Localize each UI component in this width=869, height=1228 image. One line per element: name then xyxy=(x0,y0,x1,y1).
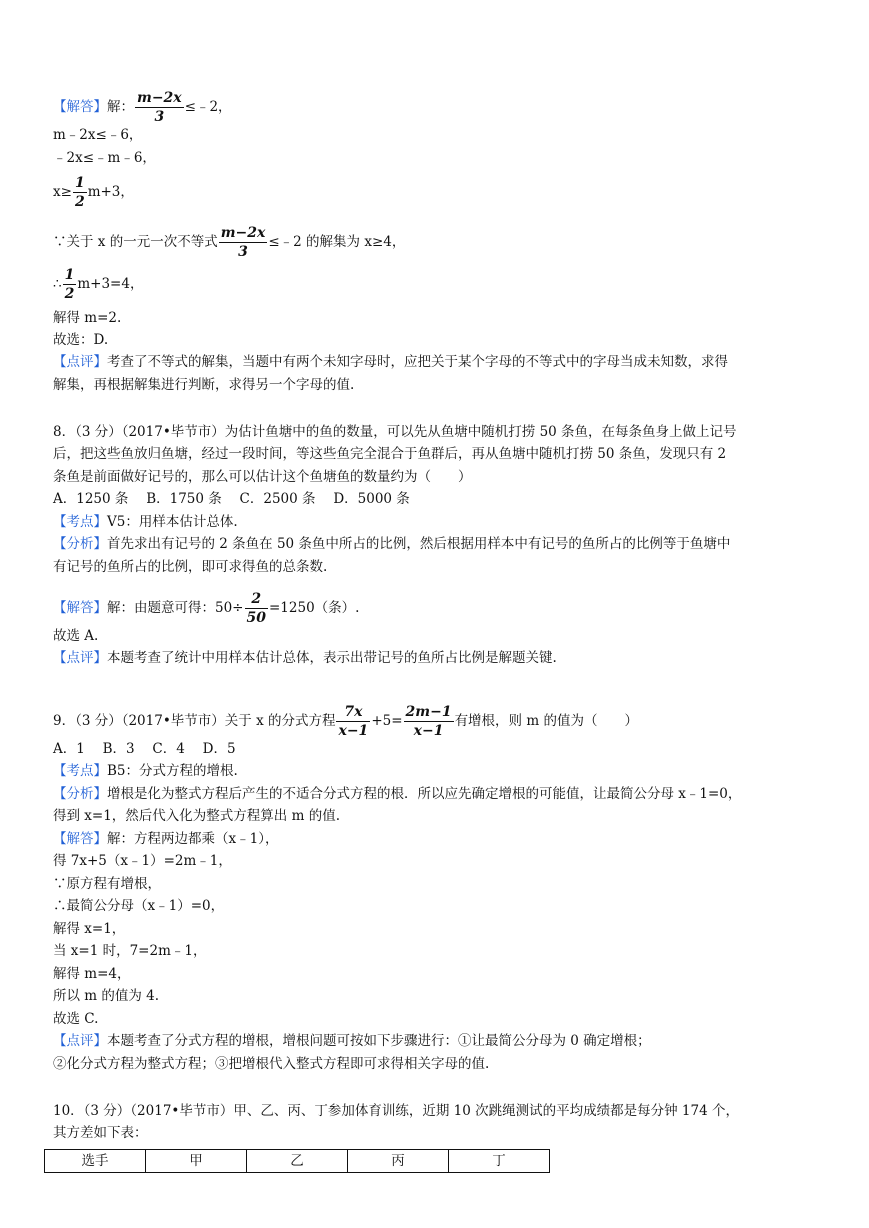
q8-comment: 【点评】本题考查了统计中用样本估计总体，表示出带记号的鱼所占比例是解题关键. xyxy=(53,650,557,666)
table-header-cell: 甲 xyxy=(146,1150,247,1173)
q9-analysis: 【分析】增根是化为整式方程后产生的不适合分式方程的根．所以应先确定增根的可能值，让最简公分母 x﹣1=0， xyxy=(53,786,742,802)
q9-options: A．1 B．3 C．4 D．5 xyxy=(53,741,236,757)
q9-answer: 【解答】解：方程两边都乘（x﹣1）， xyxy=(53,831,279,847)
q9-step: 得 7x+5（x﹣1）=2m﹣1， xyxy=(53,853,232,869)
table-header-cell: 丁 xyxy=(449,1150,550,1173)
q8-analysis: 有记号的鱼所占的比例，即可求得鱼的总条数. xyxy=(53,559,328,575)
q9-analysis: 得到 x=1，然后代入化为整式方程算出 m 的值. xyxy=(53,808,340,824)
q9-step: 当 x=1 时，7=2m﹣1， xyxy=(53,943,207,959)
q7-answer-line: 【解答】解： $\frac{m-2x}{3}$ ≤﹣2， xyxy=(53,90,232,125)
q8-options: A．1250 条 B．1750 条 C．2500 条 D．5000 条 xyxy=(53,491,410,507)
q7-comment: 解集，再根据解集进行判断，求得另一个字母的值. xyxy=(53,377,355,393)
q9-step: ∴最简公分母（x﹣1）=0， xyxy=(53,898,225,914)
fraction-half: $\frac{1}{2}$ xyxy=(74,175,85,210)
fraction-half: $\frac{1}{2}$ xyxy=(64,267,75,302)
q10-stem: 10．（3 分）（2017•毕节市）甲、乙、丙、丁参加体育训练，近期 10 次跳绳测试的平均成绩都是每分钟 174 个， xyxy=(53,1103,739,1119)
q8-analysis: 【分析】首先求出有记号的 2 条鱼在 50 条鱼中所占的比例，然后根据用样本中有记号的鱼所占的比例等于鱼塘中 xyxy=(53,536,731,552)
q9-step: 解得 m=4， xyxy=(53,966,131,982)
q10-stem: 其方差如下表： xyxy=(53,1125,148,1141)
q7-comment: 【点评】考查了不等式的解集，当题中有两个未知字母时，应把关于某个字母的不等式中的字母当成未知数，求得 xyxy=(53,354,728,370)
q9-comment: 【点评】本题考查了分式方程的增根，增根问题可按如下步骤进行：①让最简公分母为 0 确定增根； xyxy=(53,1033,651,1049)
q9-comment: ②化分式方程为整式方程；③把增根代入整式方程即可求得相关字母的值. xyxy=(53,1056,490,1072)
q9-step: 解得 x=1， xyxy=(53,921,126,937)
fraction: $\frac{7x}{x-1}$ xyxy=(338,704,369,739)
q9-stem: 9．（3 分）（2017•毕节市）关于 x 的分式方程 $\frac{7x}{x-1}$ +5= $\frac{2m-1}{x-1}$ 有增根，则 m 的值为（ ） xyxy=(53,704,638,739)
q7-step: ﹣2x≤﹣m﹣6， xyxy=(53,150,156,166)
q7-step: x≥ $\frac{1}{2}$ m+3， xyxy=(53,175,134,210)
answer-tag: 【解答】 xyxy=(53,99,107,115)
fraction: $\frac{2m-1}{x-1}$ xyxy=(405,704,452,739)
q9-choice: 故选 C. xyxy=(53,1011,99,1027)
table-header-cell: 丙 xyxy=(348,1150,449,1173)
q8-stem: 后，把这些鱼放归鱼塘，经过一段时间，等这些鱼完全混合于鱼群后，再从鱼塘中随机打捞 50 条鱼，发现只有 2 xyxy=(53,446,727,462)
q8-choice: 故选 A. xyxy=(53,628,99,644)
fraction: $\frac{2}{50}$ xyxy=(246,591,266,626)
fraction: $\frac{m-2x}{3}$ xyxy=(220,225,266,260)
q9-step: 所以 m 的值为 4. xyxy=(53,988,160,1004)
q7-step: ∴ $\frac{1}{2}$ m+3=4， xyxy=(53,267,144,302)
q8-point: 【考点】V5：用样本估计总体. xyxy=(53,514,238,530)
q7-choice: 故选：D. xyxy=(53,332,109,348)
table-row xyxy=(45,1150,550,1173)
q8-answer: 【解答】解：由题意可得：50÷ $\frac{2}{50}$ =1250（条）. xyxy=(53,591,360,626)
table-header-cell: 选手 xyxy=(45,1150,146,1173)
q9-point: 【考点】B5：分式方程的增根. xyxy=(53,763,238,779)
variance-table xyxy=(44,1149,550,1173)
q7-step: m﹣2x≤﹣6， xyxy=(53,127,143,143)
q9-step: ∵原方程有增根， xyxy=(53,876,161,892)
q7-step: ∵关于 x 的一元一次不等式 $\frac{m-2x}{3}$ ≤﹣2 的解集为 x≥4， xyxy=(53,225,406,260)
table-header-cell: 乙 xyxy=(247,1150,348,1173)
fraction: $\frac{m-2x}{3}$ xyxy=(137,90,182,125)
q7-step: 解得 m=2. xyxy=(53,310,122,326)
q8-stem: 8．（3 分）（2017•毕节市）为估计鱼塘中的鱼的数量，可以先从鱼塘中随机打捞 50 条鱼，在每条鱼身上做上记号 xyxy=(53,424,737,440)
q8-stem: 条鱼是前面做好记号的，那么可以估计这个鱼塘鱼的数量约为（ ） xyxy=(53,469,472,485)
